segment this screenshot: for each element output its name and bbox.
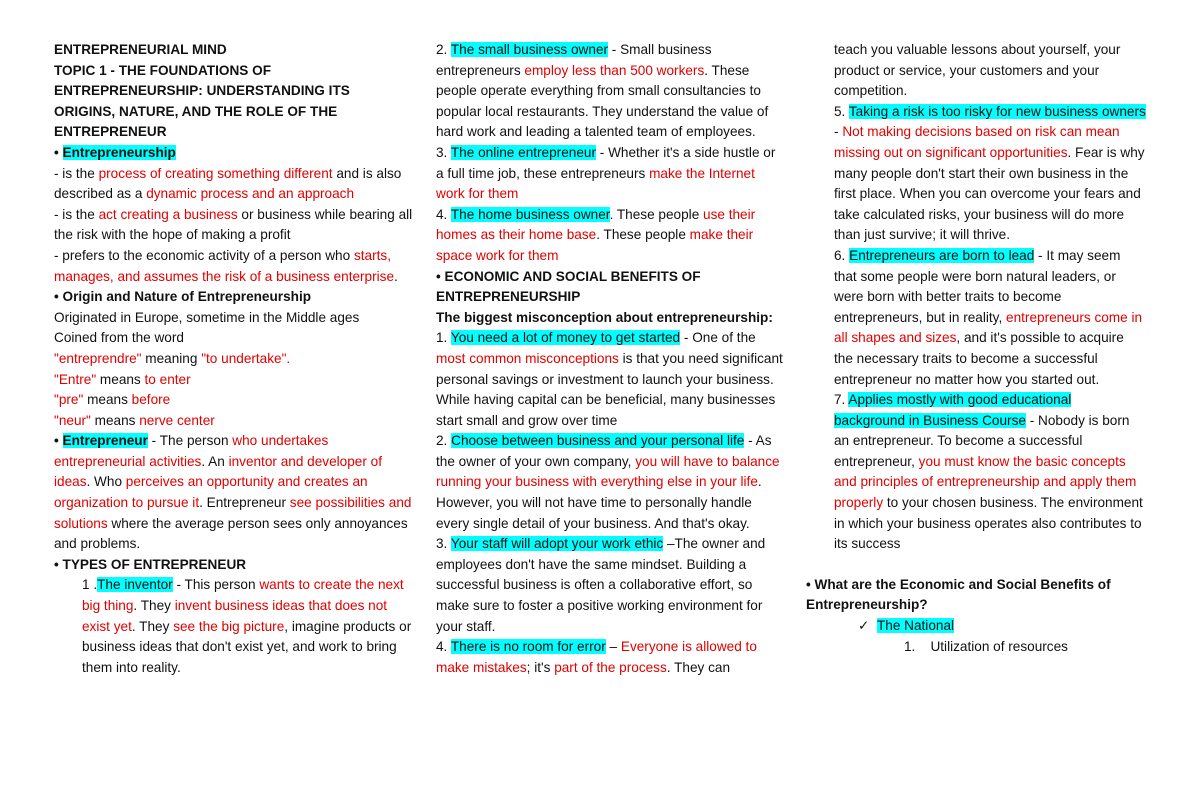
utilization-item: 1. Utilization of resources — [904, 638, 1068, 654]
bullet-icon: • — [54, 144, 59, 160]
misconception-5: 5. Taking a risk is too risky for new business owners - Not making decisions based on risk can mean missing out on significant opportunities. Fear is why many people don't start their own business in the first place. When you can overcome your fears and take calculated risks, your business will do more than just survive; it will thrive. — [834, 103, 1146, 243]
type-inventor: 1 .The inventor - This person wants to create the next big thing. They invent business ideas that does not exist yet. They see the big picture, imagine products or business ideas that don't exist yet, and work to bring them into reality. — [82, 577, 412, 675]
type-home: 4. The home business owner. These people use their homes as their home base. These people make their space work for them — [436, 206, 756, 263]
column-2 — [436, 40, 784, 678]
spacer — [806, 555, 1146, 575]
type-online: 3. The online entrepreneur - Whether it's a side hustle or a full time job, these entrepreneurs make the Internet work for them — [436, 144, 776, 202]
origin-heading: • Origin and Nature of Entrepreneurship — [54, 289, 312, 305]
word-neur: "neur" means nerve center — [54, 412, 215, 428]
word-entreprendre: "entreprendre" meaning "to undertake". — [54, 350, 291, 366]
origin-line-1: Originated in Europe, sometime in the Middle ages — [54, 309, 360, 325]
misconception-1: 1. You need a lot of money to get started - One of the most common misconceptions is that you need significant personal savings or investment to launch your business. While having capital can be beneficial, many businesses start small and grow over time — [436, 330, 783, 428]
misconception-heading: The biggest misconception about entrepreneurship: — [436, 309, 773, 325]
econ-heading: • ECONOMIC AND SOCIAL BENEFITS OF ENTREPRENEURSHIP — [436, 268, 701, 305]
benefits-question: • What are the Economic and Social Benefits of Entrepreneurship? — [806, 576, 1111, 613]
check-icon: ✓ — [858, 618, 870, 634]
continued-text: teach you valuable lessons about yourself, your product or service, your customers and your competition. — [834, 42, 1121, 99]
doc-title: ENTREPRENEURIAL MIND — [54, 42, 227, 57]
misconception-4: 4. There is no room for error – Everyone is allowed to make mistakes; it's part of the process. They can — [436, 639, 757, 675]
misconception-2: 2. Choose between business and your personal life - As the owner of your own company, you will have to balance running your business with everything else in your life. However, you will not have time to personally handle every single detail of your business. And that's okay. — [436, 433, 780, 531]
column-3 — [806, 40, 1146, 657]
type-small-business: 2. The small business owner - Small business entrepreneurs employ less than 500 workers. These people operate everything from small consultancies to popular local restaurants. They understand the value of hard work and leading a talented team of employees. — [436, 42, 769, 140]
origin-line-2: Coined from the word — [54, 330, 184, 346]
misconception-7: 7. Applies mostly with good educational background in Business Course - Nobody is born an entrepreneur. To become a successful entrepreneur, you must know the basic concepts and principles of entrepreneurship and apply them properly to your chosen business. The environment in which your business operates also contributes to its success — [834, 392, 1143, 552]
misconception-6: 6. Entrepreneurs are born to lead - It may seem that some people were born natural leaders, or were born with better traits to become entrepreneurs, but in reality, entrepreneurs come in all shapes and sizes, and it's possible to acquire the necessary traits to become a successful entrepreneur no matter how you started out. — [834, 247, 1143, 387]
word-pre: "pre" means before — [54, 392, 171, 408]
national-item: ✓ The National — [858, 618, 955, 634]
entrepreneurship-heading: • Entrepreneurship — [54, 144, 176, 160]
misconception-3: 3. Your staff will adopt your work ethic –The owner and employees don't have the same mindset. Building a successful business is often a collaborative effort, so make sure to foster a positive working environment for your staff. — [436, 536, 766, 634]
entrepreneur-definition: • Entrepreneur - The person who undertakes entrepreneurial activities. An inventor and developer of ideas. Who perceives an opportunity and creates an organization to pursue it. Entrepreneur see possibilities and solutions where the average person sees only annoyances and problems. — [54, 433, 412, 552]
column-1 — [54, 40, 414, 678]
definition-1: - is the process of creating something different and is also described as a dynamic process and an approach — [54, 165, 402, 202]
definition-3: - prefers to the economic activity of a person who starts, manages, and assumes the risk of a business enterprise. — [54, 247, 398, 284]
types-heading: • TYPES OF ENTREPRENEUR — [54, 556, 247, 572]
definition-2: - is the act creating a business or business while bearing all the risk with the hope of making a profit — [54, 206, 413, 243]
word-entre: "Entre" means to enter — [54, 371, 191, 387]
topic-heading: TOPIC 1 - THE FOUNDATIONS OF ENTREPRENEURSHIP: UNDERSTANDING ITS ORIGINS, NATURE, AND THE ROLE OF THE ENTREPRENEUR — [54, 62, 350, 140]
